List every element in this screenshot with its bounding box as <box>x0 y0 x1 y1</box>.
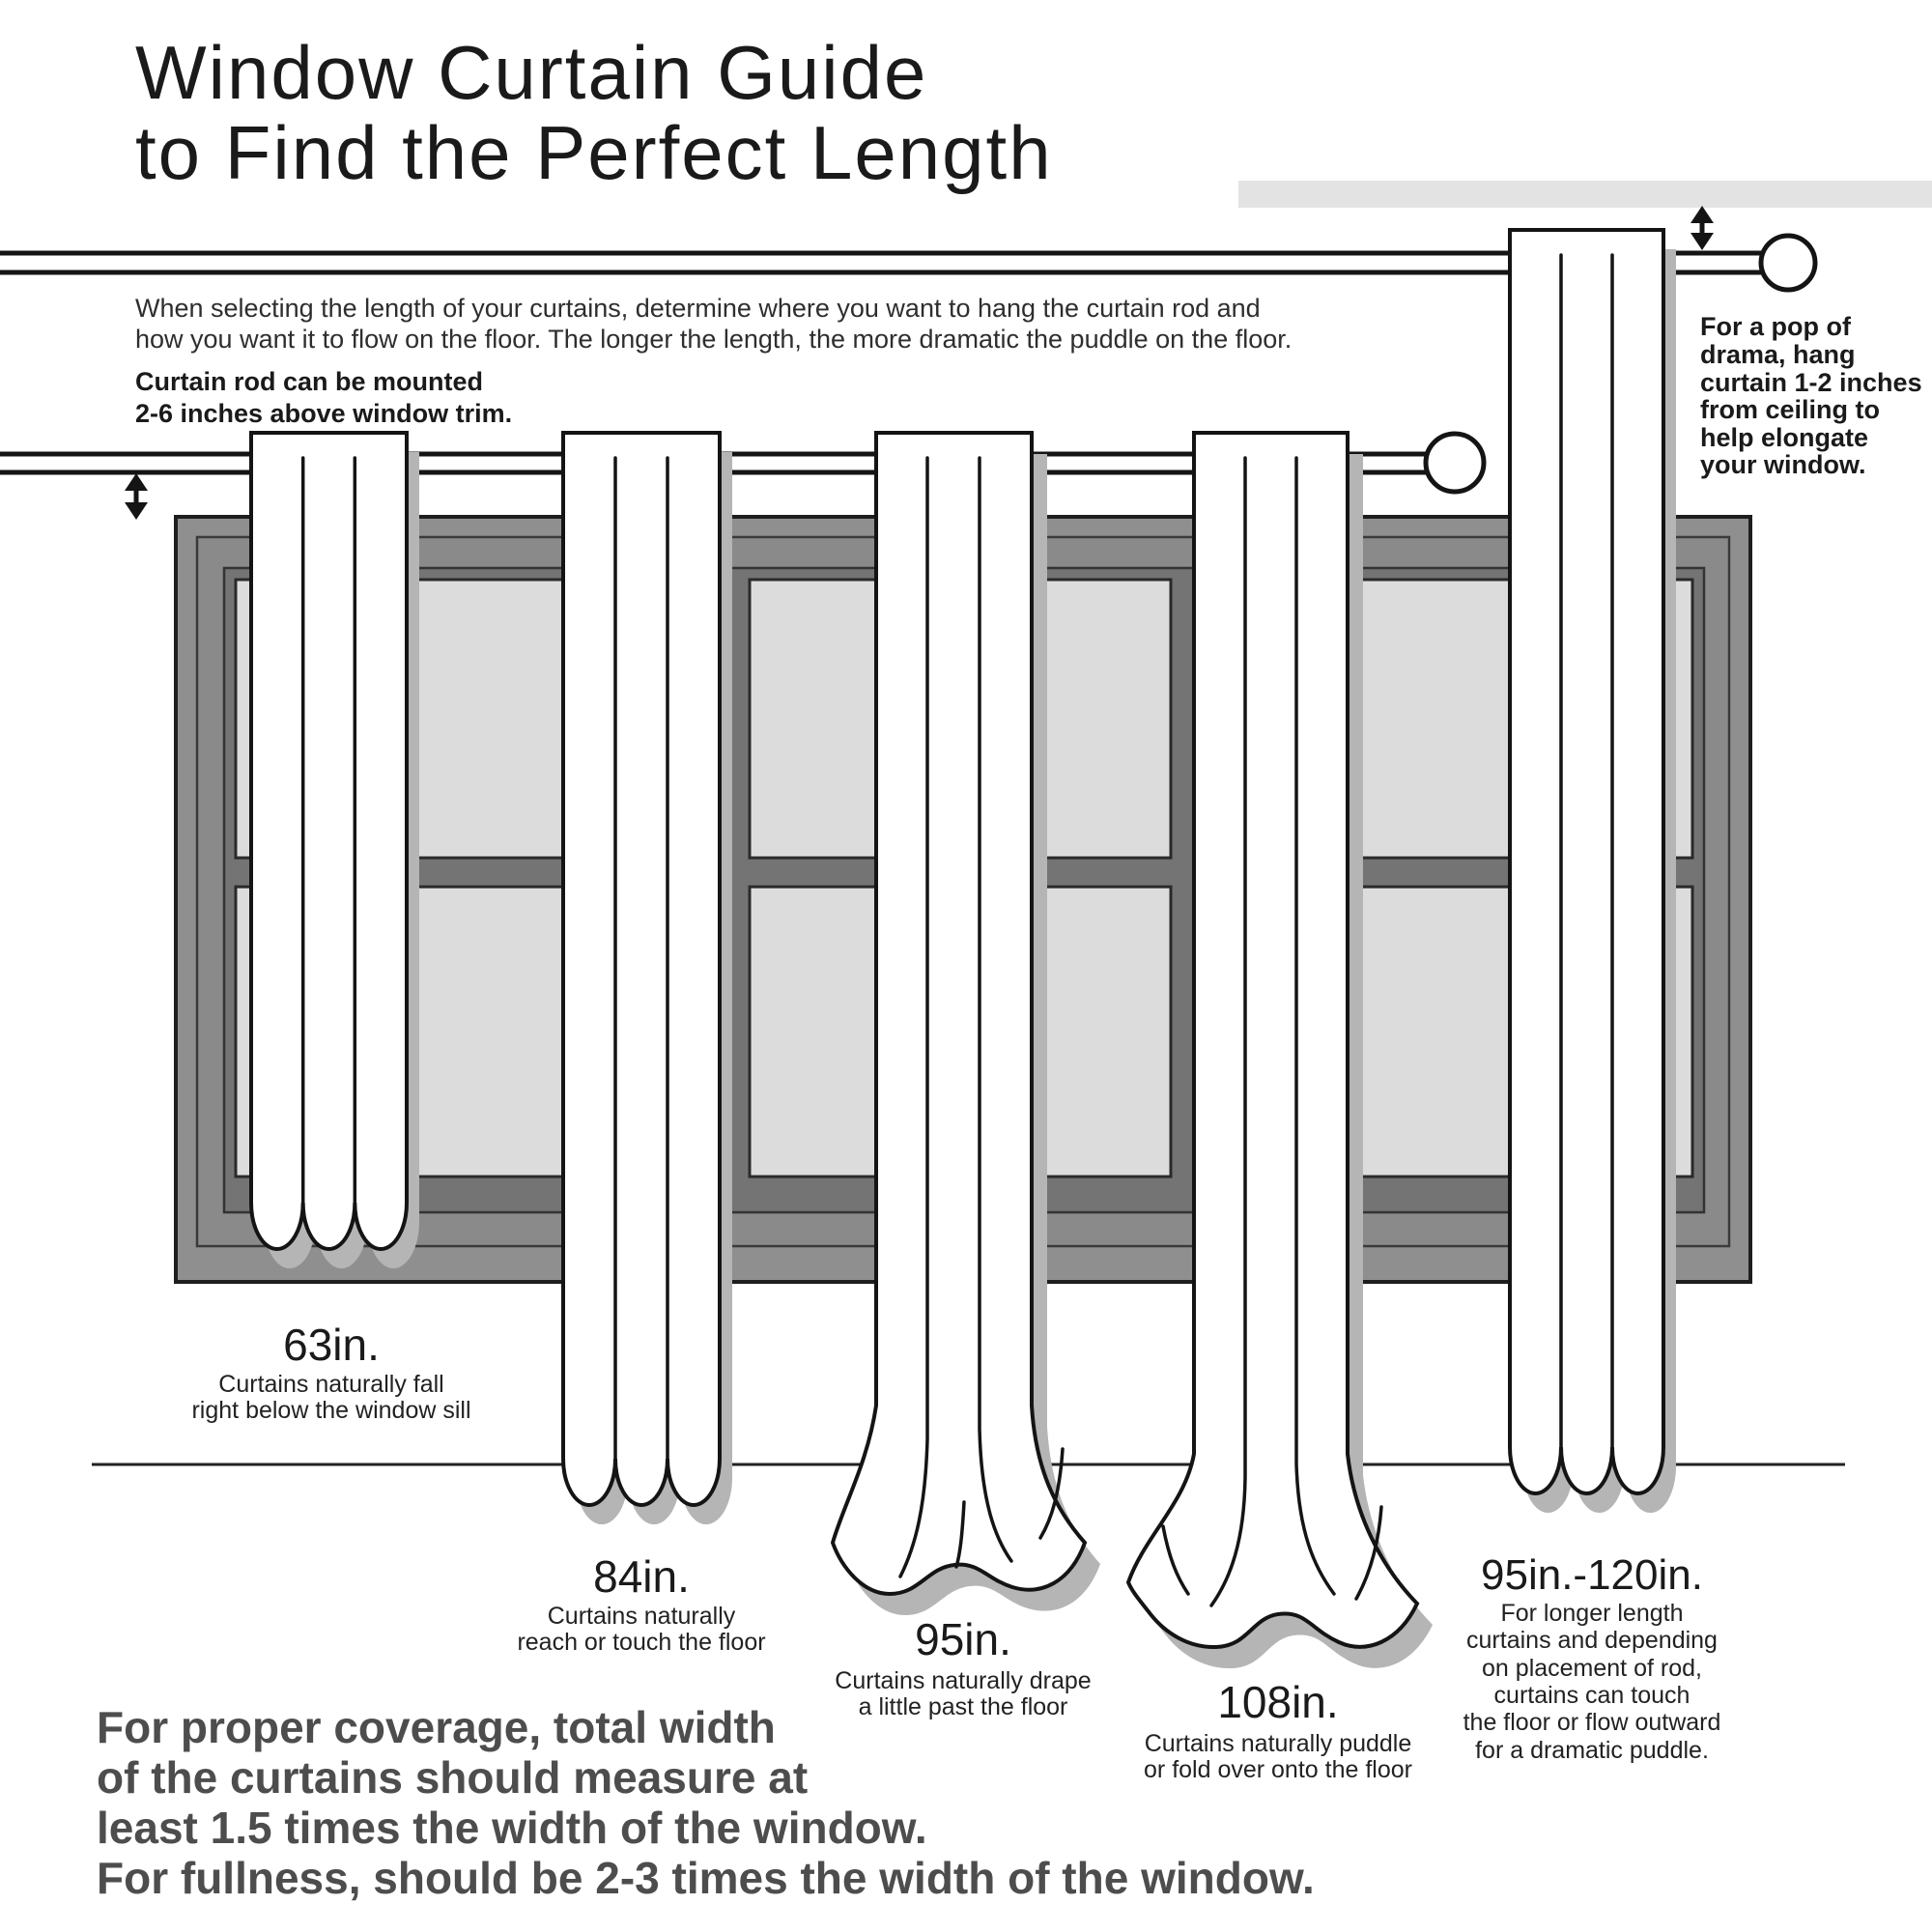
ceiling-note-line-1: For a pop of <box>1700 312 1851 341</box>
label-95in-value: 95in. <box>915 1614 1011 1664</box>
coverage-note-line-1: For proper coverage, total width <box>97 1702 776 1752</box>
curtain-63in <box>251 433 419 1268</box>
curtain-84in-panel <box>563 433 720 1505</box>
rod-note-line-1: Curtain rod can be mounted <box>135 367 484 396</box>
label-95-120in <box>1463 1551 1721 1764</box>
label-108in-desc-2: or fold over onto the floor <box>1144 1756 1412 1783</box>
rod-note-line-2: 2-6 inches above window trim. <box>135 399 513 428</box>
label-63in-desc-1: Curtains naturally fall <box>218 1371 444 1398</box>
coverage-note-line-2: of the curtains should measure at <box>97 1752 809 1803</box>
ceiling-rod-finial <box>1761 236 1815 290</box>
coverage-note-line-3: least 1.5 times the width of the window. <box>97 1803 927 1853</box>
intro-line-1: When selecting the length of your curtains, determine where you want to hang the curtain rod and <box>135 294 1261 323</box>
label-95in-desc-2: a little past the floor <box>858 1693 1068 1720</box>
label-84in-desc-2: reach or touch the floor <box>517 1629 766 1656</box>
label-95-120in-desc-6: for a dramatic puddle. <box>1475 1737 1709 1764</box>
ceiling-note-line-5: help elongate <box>1700 423 1869 452</box>
label-95-120in-value: 95in.-120in. <box>1481 1551 1703 1599</box>
label-95in-desc-1: Curtains naturally drape <box>835 1667 1092 1694</box>
curtain-95-120in <box>1510 230 1676 1513</box>
ceiling-note-line-2: drama, hang <box>1700 340 1856 369</box>
page-title-line-2: to Find the Perfect Length <box>135 110 1053 195</box>
curtain-63in-panel <box>251 433 407 1249</box>
label-84in-value: 84in. <box>593 1551 690 1602</box>
label-95-120in-desc-5: the floor or flow outward <box>1463 1709 1721 1736</box>
page-title-line-1: Window Curtain Guide <box>135 30 928 115</box>
ceiling-bar <box>1238 181 1932 208</box>
label-95-120in-desc-1: For longer length <box>1500 1600 1684 1627</box>
curtain-84in <box>563 433 732 1524</box>
ceiling-note-line-4: from ceiling to <box>1700 395 1881 424</box>
label-108in-value: 108in. <box>1217 1677 1339 1727</box>
window-rod-finial <box>1426 434 1484 492</box>
label-95-120in-desc-4: curtains can touch <box>1493 1682 1690 1709</box>
ceiling-note-line-3: curtain 1-2 inches <box>1700 368 1922 397</box>
label-63in-desc-2: right below the window sill <box>191 1397 471 1424</box>
label-95-120in-desc-3: on placement of rod, <box>1482 1655 1702 1682</box>
coverage-note-line-4: For fullness, should be 2-3 times the width of the window. <box>97 1853 1315 1903</box>
label-95-120in-desc-2: curtains and depending <box>1466 1627 1718 1654</box>
label-63in-value: 63in. <box>283 1320 380 1370</box>
curtain-95-120in-panel <box>1510 230 1663 1493</box>
label-84in-desc-1: Curtains naturally <box>547 1603 736 1630</box>
intro-line-2: how you want it to flow on the floor. The longer the length, the more dramatic the puddle on the floor. <box>135 325 1293 354</box>
label-108in-desc-1: Curtains naturally puddle <box>1144 1730 1412 1757</box>
ceiling-note-line-6: your window. <box>1700 450 1866 479</box>
